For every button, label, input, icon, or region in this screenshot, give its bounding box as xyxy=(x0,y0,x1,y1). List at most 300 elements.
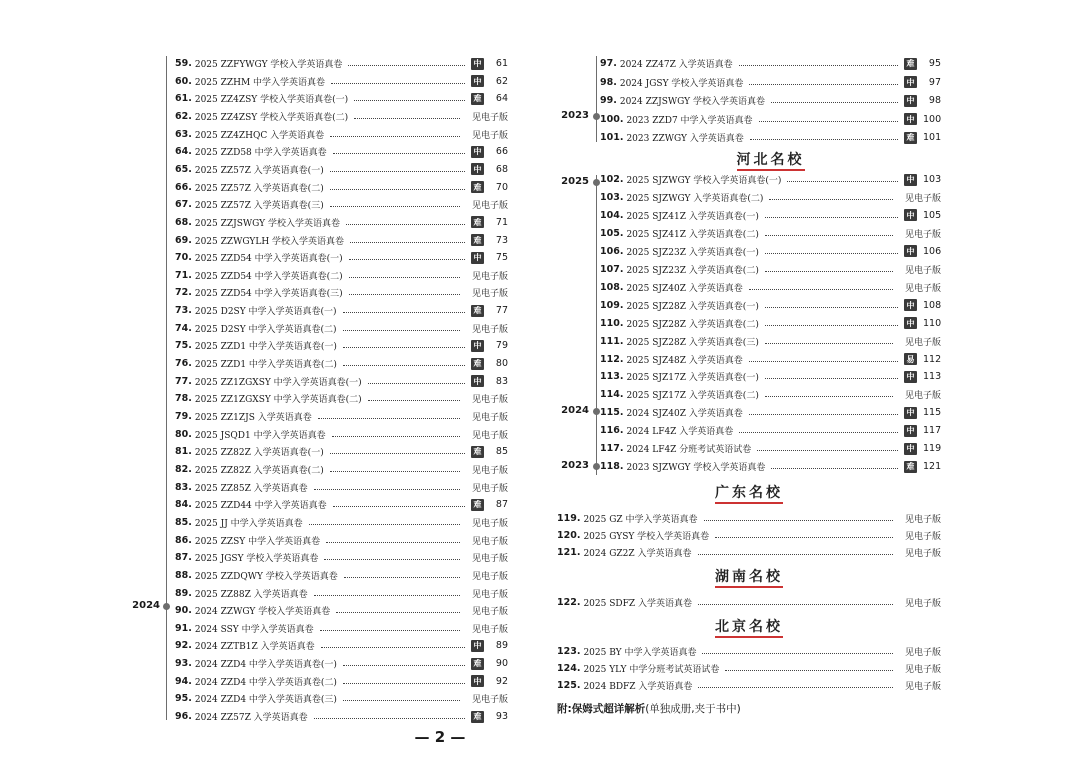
electronic-edition-note: 见电子版 xyxy=(471,271,508,282)
dot-leader xyxy=(330,189,465,190)
dot-leader xyxy=(749,414,898,415)
dot-leader xyxy=(765,378,898,379)
timeline-dot-2024-right xyxy=(593,408,600,415)
dot-leader xyxy=(765,343,893,344)
entry-number: 84. xyxy=(175,499,192,511)
toc-entry[interactable] xyxy=(557,594,941,611)
toc-entry[interactable] xyxy=(175,567,508,584)
difficulty-badge-icon: 中 xyxy=(471,146,484,158)
entry-number: 71. xyxy=(175,269,192,281)
dot-leader xyxy=(343,347,465,348)
toc-entry[interactable] xyxy=(600,189,941,206)
difficulty-badge-icon: 难 xyxy=(471,658,484,670)
entry-title: 2025 GZ 中学入学英语真卷 xyxy=(583,515,698,525)
electronic-edition-note: 见电子版 xyxy=(471,430,508,441)
year-marker-2023-b: 2023 xyxy=(561,460,589,471)
page-ref: 95 xyxy=(928,58,941,69)
timeline-dot-2024-left xyxy=(163,603,170,610)
page-ref: 112 xyxy=(923,353,942,365)
electronic-edition-note: 见电子版 xyxy=(471,483,508,494)
entry-title: 2024 ZZD4 中学入学英语真卷(三) xyxy=(194,695,337,706)
entry-number: 69. xyxy=(175,234,192,246)
entry-number: 117. xyxy=(600,443,624,455)
entry-title: 2025 SJZWGY 入学英语真卷(二) xyxy=(626,193,764,204)
toc-entry[interactable] xyxy=(175,602,508,619)
toc-entry[interactable] xyxy=(175,461,508,478)
toc-entry[interactable] xyxy=(175,373,508,390)
dot-leader xyxy=(343,683,465,684)
toc-entry[interactable] xyxy=(600,333,941,350)
entry-number: 79. xyxy=(175,411,192,422)
entry-number: 110. xyxy=(600,317,624,329)
difficulty-badge-icon: 中 xyxy=(904,245,917,257)
toc-entry[interactable] xyxy=(175,232,508,249)
entry-number: 118. xyxy=(600,461,624,473)
difficulty-badge-icon: 难 xyxy=(904,461,917,473)
entry-number: 65. xyxy=(175,163,192,175)
entry-title: 2024 BDFZ 入学英语真卷 xyxy=(583,682,693,692)
year-marker-2024-left: 2024 xyxy=(132,600,160,611)
toc-entry[interactable] xyxy=(175,690,508,707)
electronic-edition-note: 见电子版 xyxy=(471,695,508,706)
entry-number: 114. xyxy=(600,389,624,401)
toc-entry[interactable] xyxy=(175,426,508,443)
toc-entry[interactable] xyxy=(175,249,508,266)
entry-number: 59. xyxy=(175,58,192,69)
toc-entry[interactable] xyxy=(175,337,508,354)
entry-number: 120. xyxy=(557,530,581,541)
toc-entry[interactable] xyxy=(600,458,941,475)
dot-leader xyxy=(330,171,465,172)
page-ref: 93 xyxy=(495,711,508,723)
entry-number: 70. xyxy=(175,252,192,264)
dot-leader xyxy=(330,136,460,137)
toc-entry[interactable] xyxy=(175,390,508,407)
dot-leader xyxy=(330,206,460,207)
page-ref: 103 xyxy=(923,174,942,185)
entry-number: 108. xyxy=(600,281,624,293)
entry-number: 87. xyxy=(175,552,192,564)
entry-number: 107. xyxy=(600,263,624,275)
dot-leader xyxy=(318,418,460,419)
entry-number: 73. xyxy=(175,305,192,317)
difficulty-badge-icon: 中 xyxy=(904,425,917,437)
page-ref: 92 xyxy=(495,675,508,687)
entry-number: 68. xyxy=(175,216,192,228)
toc-entry[interactable] xyxy=(600,129,941,146)
electronic-edition-note: 见电子版 xyxy=(471,571,508,582)
toc-entry[interactable] xyxy=(600,368,941,385)
entry-number: 96. xyxy=(175,711,192,723)
difficulty-badge-icon: 中 xyxy=(904,113,917,125)
toc-entry[interactable] xyxy=(600,297,941,314)
dot-leader xyxy=(765,217,898,218)
year-marker-2023-a: 2023 xyxy=(561,110,589,121)
region-section-heading xyxy=(600,149,941,169)
dot-leader xyxy=(368,400,460,401)
entry-number: 104. xyxy=(600,209,624,221)
toc-entry[interactable] xyxy=(600,440,941,457)
page-ref: 66 xyxy=(495,146,508,158)
entry-title: 2025 JJ 中学入学英语真卷 xyxy=(194,518,303,529)
entry-title: 2025 SDFZ 入学英语真卷 xyxy=(583,599,692,609)
entry-number: 74. xyxy=(175,322,192,334)
year-marker-2024-right: 2024 xyxy=(561,405,589,416)
toc-entry[interactable] xyxy=(600,315,941,332)
entry-title: 2024 GZ2Z 入学英语真卷 xyxy=(583,549,692,559)
toc-entry[interactable] xyxy=(175,479,508,496)
toc-entry[interactable] xyxy=(175,161,508,178)
dot-leader xyxy=(330,453,465,454)
region-section-heading xyxy=(557,482,941,502)
electronic-edition-note: 见电子版 xyxy=(471,395,508,406)
toc-entry[interactable] xyxy=(600,207,941,224)
entry-number: 66. xyxy=(175,181,192,193)
section-heading-text: 广东名校 xyxy=(715,485,783,504)
toc-entry[interactable] xyxy=(175,355,508,372)
page-ref: 80 xyxy=(495,358,508,370)
electronic-edition-note: 见电子版 xyxy=(904,283,941,294)
toc-entry[interactable] xyxy=(175,443,508,460)
entry-title: 2025 ZZWGYLH 学校入学英语真卷 xyxy=(194,236,345,247)
entry-number: 115. xyxy=(600,407,624,419)
dot-leader xyxy=(348,65,465,66)
entry-title: 2024 SJZ40Z 入学英语真卷 xyxy=(626,409,743,420)
entry-number: 125. xyxy=(557,680,581,691)
page-ref: 71 xyxy=(495,216,508,228)
entry-title: 2025 SJZ41Z 入学英语真卷(二) xyxy=(626,229,759,240)
page-ref: 101 xyxy=(923,132,942,143)
dot-leader xyxy=(765,253,898,254)
dot-leader xyxy=(324,559,460,560)
dot-leader xyxy=(757,450,898,451)
section-heading-text: 河北名校 xyxy=(737,152,805,171)
page-ref: 106 xyxy=(923,245,942,257)
toc-entry[interactable] xyxy=(600,243,941,260)
difficulty-badge-icon: 中 xyxy=(471,675,484,687)
entry-title: 2025 ZZ1ZGXSY 中学入学英语真卷(二) xyxy=(194,395,362,406)
page-ref: 68 xyxy=(495,163,508,175)
difficulty-badge-icon: 难 xyxy=(904,132,917,144)
toc-entry[interactable] xyxy=(175,637,508,654)
toc-entry[interactable] xyxy=(175,73,508,90)
difficulty-badge-icon: 中 xyxy=(471,252,484,264)
toc-entry[interactable] xyxy=(175,196,508,213)
dot-leader xyxy=(331,83,465,84)
entry-title: 2025 ZZ1ZJS 入学英语真卷 xyxy=(194,413,312,423)
toc-entry[interactable] xyxy=(600,55,941,72)
dot-leader xyxy=(725,670,893,671)
electronic-edition-note: 见电子版 xyxy=(471,624,508,635)
dot-leader xyxy=(765,307,898,308)
entry-number: 89. xyxy=(175,587,192,599)
dot-leader xyxy=(336,612,460,613)
dot-leader xyxy=(343,330,460,331)
electronic-edition-note: 见电子版 xyxy=(471,554,508,565)
toc-entry[interactable] xyxy=(600,404,941,421)
entry-number: 80. xyxy=(175,428,192,440)
dot-leader xyxy=(343,700,460,701)
page-ref: 75 xyxy=(495,252,508,264)
toc-entry[interactable] xyxy=(175,708,508,725)
entry-number: 63. xyxy=(175,128,192,140)
entry-number: 102. xyxy=(600,174,624,185)
toc-entry[interactable] xyxy=(557,510,941,527)
dot-leader xyxy=(332,436,460,437)
dot-leader xyxy=(333,506,465,507)
electronic-edition-note: 见电子版 xyxy=(904,648,941,658)
entry-title: 2025 ZZDQWY 学校入学英语真卷 xyxy=(194,571,338,582)
entry-title: 2025 ZZ82Z 入学英语真卷(二) xyxy=(194,465,324,476)
entry-number: 75. xyxy=(175,340,192,352)
page-ref: 110 xyxy=(923,317,942,329)
entry-title: 2025 ZZHM 中学入学英语真卷 xyxy=(194,77,326,88)
page-ref: 100 xyxy=(923,113,942,125)
dot-leader xyxy=(739,432,898,433)
entry-title: 2025 ZZ57Z 入学英语真卷(三) xyxy=(194,201,324,212)
toc-entry[interactable] xyxy=(175,585,508,602)
page-ref: 87 xyxy=(495,499,508,511)
toc-entry[interactable] xyxy=(175,320,508,337)
dot-leader xyxy=(321,647,465,648)
entry-number: 116. xyxy=(600,425,624,437)
difficulty-badge-icon: 中 xyxy=(471,375,484,387)
entry-title: 2025 ZZFYWGY 学校入学英语真卷 xyxy=(194,60,343,70)
dot-leader xyxy=(314,489,460,490)
page-ref: 70 xyxy=(495,181,508,193)
entry-title: 2025 SJZ17Z 入学英语真卷(一) xyxy=(626,373,759,384)
entry-title: 2025 ZZD54 中学入学英语真卷(一) xyxy=(194,254,343,265)
toc-entry[interactable] xyxy=(557,660,941,677)
difficulty-badge-icon: 中 xyxy=(904,209,917,221)
entry-number: 83. xyxy=(175,481,192,493)
page-ref: 64 xyxy=(495,93,508,105)
timeline-rail-left xyxy=(166,56,167,720)
difficulty-badge-icon: 难 xyxy=(471,499,484,511)
electronic-edition-note: 见电子版 xyxy=(471,289,508,300)
entry-title: 2023 SJZWGY 学校入学英语真卷 xyxy=(626,463,766,474)
dot-leader xyxy=(765,235,893,236)
entry-title: 2024 ZZD4 中学入学英语真卷(一) xyxy=(194,660,337,671)
timeline-rail-right-hebei xyxy=(596,175,597,475)
entry-title: 2025 SJZ28Z 入学英语真卷(二) xyxy=(626,319,759,330)
section-heading-text: 湖南名校 xyxy=(715,569,783,588)
entry-title: 2025 ZZ4ZSY 学校入学英语真卷(一) xyxy=(194,95,349,106)
electronic-edition-note: 见电子版 xyxy=(471,465,508,476)
entry-title: 2025 SJZ23Z 入学英语真卷(一) xyxy=(626,247,759,258)
toc-entry[interactable] xyxy=(557,677,941,694)
page-ref: 90 xyxy=(495,658,508,670)
entry-number: 88. xyxy=(175,569,192,581)
toc-entry[interactable] xyxy=(557,643,941,660)
page-ref: 79 xyxy=(495,340,508,352)
footnote-bold: 附:保姆式超详解析 xyxy=(557,703,646,715)
toc-entry[interactable] xyxy=(600,171,941,188)
difficulty-badge-icon: 中 xyxy=(904,95,917,107)
dot-leader xyxy=(704,520,893,521)
electronic-edition-note: 见电子版 xyxy=(904,599,941,609)
entry-title: 2025 ZZ57Z 入学英语真卷(一) xyxy=(194,165,324,176)
toc-entry[interactable] xyxy=(175,408,508,425)
entry-number: 60. xyxy=(175,75,192,87)
entry-title: 2024 ZZWGY 学校入学英语真卷 xyxy=(194,607,331,618)
entry-number: 105. xyxy=(600,227,624,239)
toc-entry[interactable] xyxy=(175,90,508,107)
entry-title: 2025 ZZD1 中学入学英语真卷(二) xyxy=(194,360,337,371)
toc-entry[interactable] xyxy=(175,302,508,319)
entry-title: 2025 ZZSY 中学入学英语真卷 xyxy=(194,536,321,547)
entry-title: 2024 ZZ47Z 入学英语真卷 xyxy=(619,60,733,70)
page-ref: 73 xyxy=(495,234,508,246)
entry-number: 122. xyxy=(557,597,581,608)
entry-title: 2025 ZZD44 中学入学英语真卷 xyxy=(194,501,327,512)
toc-entry[interactable] xyxy=(175,126,508,143)
entry-number: 106. xyxy=(600,245,624,257)
entry-title: 2025 SJZ17Z 入学英语真卷(二) xyxy=(626,391,759,402)
entry-title: 2025 SJZ41Z 入学英语真卷(一) xyxy=(626,211,759,222)
difficulty-badge-icon: 难 xyxy=(471,181,484,193)
electronic-edition-note: 见电子版 xyxy=(471,607,508,618)
difficulty-badge-icon: 中 xyxy=(471,340,484,352)
page-ref: 113 xyxy=(923,371,942,383)
toc-entry[interactable] xyxy=(557,544,941,561)
entry-title: 2025 ZZ1ZGXSY 中学入学英语真卷(一) xyxy=(194,377,362,388)
toc-entry[interactable] xyxy=(175,655,508,672)
toc-entry[interactable] xyxy=(600,386,941,403)
entry-title: 2024 ZZJSWGY 学校入学英语真卷 xyxy=(619,97,765,107)
entry-title: 2025 ZZJSWGY 学校入学英语真卷 xyxy=(194,218,340,229)
page-ref: 115 xyxy=(923,407,942,419)
dot-leader xyxy=(314,718,465,719)
toc-entry[interactable] xyxy=(175,549,508,566)
entry-title: 2025 ZZD54 中学入学英语真卷(三) xyxy=(194,289,343,300)
entry-title: 2025 ZZD54 中学入学英语真卷(二) xyxy=(194,271,343,282)
toc-entry[interactable] xyxy=(175,673,508,690)
page-ref: 97 xyxy=(928,76,941,88)
electronic-edition-note: 见电子版 xyxy=(471,112,508,123)
entry-title: 2025 GYSY 学校入学英语真卷 xyxy=(583,532,710,542)
electronic-edition-note: 见电子版 xyxy=(471,130,508,141)
dot-leader xyxy=(349,294,460,295)
toc-entry[interactable] xyxy=(175,143,508,160)
page-ref: 98 xyxy=(928,95,941,106)
page-ref: 62 xyxy=(495,75,508,87)
section-heading-text: 北京名校 xyxy=(715,619,783,638)
toc-entry[interactable] xyxy=(175,496,508,513)
entry-number: 121. xyxy=(557,547,581,558)
entry-number: 123. xyxy=(557,646,581,657)
dot-leader xyxy=(350,242,465,243)
entry-title: 2025 SJZ28Z 入学英语真卷(一) xyxy=(626,301,759,312)
dot-leader xyxy=(765,325,898,326)
page-number: — 2 — xyxy=(414,728,466,746)
toc-entry[interactable] xyxy=(175,179,508,196)
entry-number: 86. xyxy=(175,534,192,546)
toc-entry[interactable] xyxy=(175,55,508,72)
dot-leader xyxy=(344,577,460,578)
difficulty-badge-icon: 中 xyxy=(904,299,917,311)
entry-number: 92. xyxy=(175,640,192,652)
toc-entry[interactable] xyxy=(175,267,508,284)
toc-entry[interactable] xyxy=(600,279,941,296)
dot-leader xyxy=(749,84,898,85)
toc-entry[interactable] xyxy=(557,527,941,544)
electronic-edition-note: 见电子版 xyxy=(904,229,941,240)
entry-title: 2025 ZZD1 中学入学英语真卷(一) xyxy=(194,342,337,353)
entry-number: 85. xyxy=(175,516,192,528)
toc-entry[interactable] xyxy=(175,620,508,637)
toc-entry[interactable] xyxy=(600,422,941,439)
entry-title: 2024 LF4Z 入学英语真卷 xyxy=(626,427,734,438)
toc-entry[interactable] xyxy=(175,514,508,531)
entry-title: 2025 SJZ40Z 入学英语真卷 xyxy=(626,283,743,294)
toc-entry[interactable] xyxy=(600,74,941,91)
entry-title: 2025 ZZ82Z 入学英语真卷(一) xyxy=(194,448,324,459)
dot-leader xyxy=(343,665,465,666)
footnote-rest: (单独成册,夹于书中) xyxy=(645,703,741,715)
difficulty-badge-icon: 难 xyxy=(471,305,484,317)
electronic-edition-note: 见电子版 xyxy=(904,549,941,559)
toc-entry[interactable] xyxy=(600,111,941,128)
entry-number: 109. xyxy=(600,299,624,311)
electronic-edition-note: 见电子版 xyxy=(904,665,941,675)
dot-leader xyxy=(749,361,898,362)
toc-entry[interactable] xyxy=(600,261,941,278)
toc-entry[interactable] xyxy=(600,351,941,368)
entry-number: 76. xyxy=(175,358,192,370)
entry-title: 2025 ZZ57Z 入学英语真卷(二) xyxy=(194,183,324,194)
entry-number: 77. xyxy=(175,375,192,387)
entry-title: 2024 ZZ57Z 入学英语真卷 xyxy=(194,713,308,724)
dot-leader xyxy=(320,630,460,631)
electronic-edition-note: 见电子版 xyxy=(904,193,941,204)
toc-entry[interactable] xyxy=(175,108,508,125)
difficulty-badge-icon: 中 xyxy=(904,76,917,88)
entry-number: 90. xyxy=(175,605,192,617)
electronic-edition-note: 见电子版 xyxy=(471,518,508,529)
difficulty-badge-icon: 难 xyxy=(904,58,917,70)
entry-title: 2025 SJZ28Z 入学英语真卷(三) xyxy=(626,337,759,348)
region-section-heading xyxy=(557,566,941,586)
electronic-edition-note: 见电子版 xyxy=(904,265,941,276)
dot-leader xyxy=(314,595,460,596)
dot-leader xyxy=(349,259,465,260)
entry-title: 2024 ZZD4 中学入学英语真卷(二) xyxy=(194,677,337,688)
entry-number: 91. xyxy=(175,622,192,634)
difficulty-badge-icon: 中 xyxy=(471,58,484,70)
page-ref: 108 xyxy=(923,299,942,311)
entry-number: 72. xyxy=(175,287,192,299)
toc-entry[interactable] xyxy=(600,225,941,242)
dot-leader xyxy=(759,121,898,122)
entry-title: 2025 D2SY 中学入学英语真卷(二) xyxy=(194,324,337,335)
dot-leader xyxy=(765,396,893,397)
footnote xyxy=(557,701,741,716)
entry-title: 2025 BY 中学入学英语真卷 xyxy=(583,648,697,658)
timeline-dot-2025 xyxy=(593,179,600,186)
toc-entry[interactable] xyxy=(175,284,508,301)
dot-leader xyxy=(346,224,465,225)
entry-title: 2023 ZZWGY 入学英语真卷 xyxy=(626,134,744,144)
dot-leader xyxy=(326,542,460,543)
electronic-edition-note: 见电子版 xyxy=(471,324,508,335)
toc-entry[interactable] xyxy=(600,92,941,109)
toc-entry[interactable] xyxy=(175,532,508,549)
entry-number: 100. xyxy=(600,113,624,125)
difficulty-badge-icon: 易 xyxy=(904,353,917,365)
page-ref: 121 xyxy=(923,461,942,473)
toc-entry[interactable] xyxy=(175,214,508,231)
